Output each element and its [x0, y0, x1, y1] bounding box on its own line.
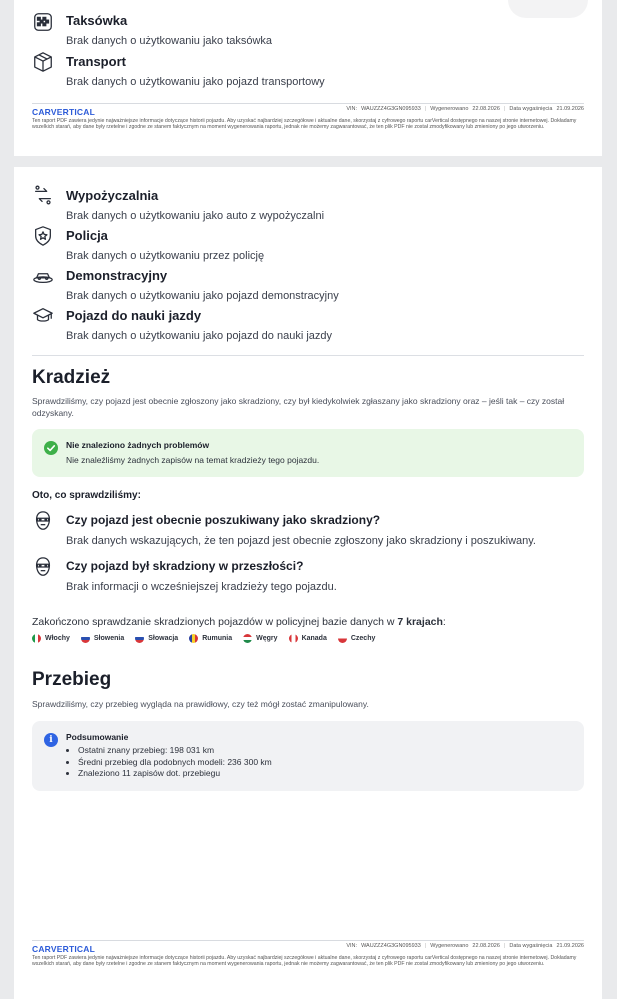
mileage-summary-list [78, 745, 272, 780]
footer-disclaimer: Ten raport PDF zawiera jedynie najważniejsze informacje dotyczące historii pojazdu. Aby uzyskać najbardziej szczegółowe i aktualne dane, skorzystaj z cyfrowego raportu carVertical dostępnego na naszej stronie internetowej. Dokładamy wszelkich starań, aby dane były rzetelne i zgodne ze stanem faktycznym na moment wygenerowania raportu, jednak nie możemy zagwarantować, że ten plik PDF nie został zmodyfikowany lub zmieniony po jego utworzeniu. [32, 118, 577, 131]
country-canada [289, 634, 327, 643]
usage-item-desc: Brak danych o użytkowaniu przez policję [66, 250, 265, 262]
theft-question-title: Czy pojazd jest obecnie poszukiwany jako skradziony? [66, 513, 381, 527]
country-name: Czechy [350, 635, 376, 642]
country-slovenia [81, 634, 124, 643]
usage-item-desc: Brak danych o użytkowaniu jako auto z wypożyczalni [66, 210, 325, 222]
generated-date: 22.08.2026 [472, 943, 500, 949]
footer-meta: VIN: WAUZZZ4G3GN095933 | Wygenerowano 22.08.2026 | Data wygaśnięcia 21.09.2026 [346, 106, 584, 112]
expiry-date: 21.09.2026 [556, 943, 584, 949]
mileage-summary-box [32, 721, 584, 791]
slovenia-flag-icon [81, 634, 90, 643]
info-icon: i [44, 733, 58, 747]
vin-label: VIN: [346, 106, 358, 112]
report-footer [32, 103, 584, 143]
expiry-label: Data wygaśnięcia [509, 106, 553, 112]
thief-mask-icon [32, 510, 54, 532]
usage-item-desc: Brak danych o użytkowaniu jako taksówka [66, 35, 273, 47]
usage-item-desc: Brak danych o użytkowaniu jako pojazd transportowy [66, 76, 325, 88]
checked-heading: Oto, co sprawdziliśmy: [32, 490, 141, 501]
theft-result-title: Nie znaleziono żadnych problemów [66, 440, 210, 450]
page-edge-shadow [508, 0, 588, 18]
usage-item-desc: Brak danych o użytkowaniu jako pojazd demonstracyjny [66, 290, 339, 302]
check-circle-icon [44, 441, 58, 455]
czechia-flag-icon [338, 634, 347, 643]
theft-section-desc: Sprawdziliśmy, czy pojazd jest obecnie zgłoszony jako skradziony, czy był kiedykolwiek zgłaszany jako skradziony oraz – jeśli tak – czy został odzyskany. [32, 396, 565, 418]
country-name: Słowenia [93, 635, 125, 642]
box-icon [32, 51, 54, 73]
theft-result-text: Nie znaleźliśmy żadnych zapisów na temat kradzieży tego pojazdu. [66, 455, 320, 465]
footer-divider [32, 940, 584, 941]
usage-item-desc: Brak danych o użytkowaniu jako pojazd do nauki jazdy [66, 330, 332, 342]
usage-item-title: Transport [66, 54, 126, 69]
romania-flag-icon [189, 634, 198, 643]
country-name: Kanada [301, 635, 327, 642]
mileage-summary-title: Podsumowanie [66, 732, 129, 742]
country-czechia [338, 634, 376, 643]
mileage-section-desc: Sprawdziliśmy, czy przebieg wygląda na prawidłowy, czy też mógł zostać zmanipulowany. [32, 699, 369, 709]
generated-label: Wygenerowano [430, 106, 469, 112]
generated-label: Wygenerowano [430, 943, 469, 949]
report-page-2 [14, 167, 602, 999]
usage-item-title: Taksówka [66, 13, 128, 28]
country-name: Rumunia [202, 635, 233, 642]
footer-divider [32, 103, 584, 104]
carvertical-logo: CARVERTICAL [32, 107, 95, 117]
country-slovakia [135, 634, 178, 643]
theft-question-title: Czy pojazd był skradziony w przeszłości? [66, 559, 304, 573]
country-name: Włochy [45, 635, 70, 642]
carvertical-logo: CARVERTICAL [32, 944, 95, 954]
taxi-icon [32, 11, 54, 33]
country-romania [189, 634, 232, 643]
vin-value: WAUZZZ4G3GN095933 [361, 106, 421, 112]
country-name: Słowacja [148, 635, 179, 642]
country-name: Węgry [256, 635, 278, 642]
countries-suffix: : [442, 616, 446, 628]
canada-flag-icon [289, 634, 298, 643]
theft-result-box [32, 429, 584, 477]
theft-question-desc: Brak informacji o wcześniejszej kradzieży tego pojazdu. [66, 581, 337, 593]
country-hungary [243, 634, 277, 643]
mileage-section-title: Przebieg [32, 669, 112, 690]
expiry-label: Data wygaśnięcia [509, 943, 553, 949]
police-badge-icon [32, 225, 54, 247]
theft-section-title: Kradzież [32, 367, 111, 388]
list-item: • Znaleziono 11 zapisów dot. przebiegu [78, 768, 272, 780]
country-flags [32, 634, 584, 643]
italy-flag-icon [32, 634, 41, 643]
section-divider [32, 355, 584, 356]
graduation-cap-icon [32, 305, 54, 327]
countries-count: 7 krajach [397, 616, 443, 628]
list-item: • Średni przebieg dla podobnych modeli: 236 300 km [78, 757, 272, 769]
report-footer [32, 940, 584, 985]
countries-prefix: Zakończono sprawdzanie skradzionych pojazdów w policyjnej bazie danych w [32, 616, 398, 628]
footer-disclaimer: Ten raport PDF zawiera jedynie najważniejsze informacje dotyczące historii pojazdu. Aby uzyskać najbardziej szczegółowe i aktualne dane, skorzystaj z cyfrowego raportu carVertical dostępnego na naszej stronie internetowej. Dokładamy wszelkich starań, aby dane były rzetelne i zgodne ze stanem faktycznym na moment wygenerowania raportu, jednak nie możemy zagwarantować, że ten plik PDF nie został zmodyfikowany lub zmieniony po jego utworzeniu. [32, 955, 577, 968]
vin-label: VIN: [346, 943, 358, 949]
generated-date: 22.08.2026 [472, 106, 500, 112]
countries-checked-text [32, 616, 446, 628]
vin-value: WAUZZZ4G3GN095933 [361, 943, 421, 949]
usage-item-title: Pojazd do nauki jazdy [66, 308, 202, 323]
usage-item-title: Policja [66, 228, 108, 243]
country-italy [32, 634, 70, 643]
theft-question-desc: Brak danych wskazujących, że ten pojazd jest obecnie zgłoszony jako skradziony i poszukiwany. [66, 535, 536, 547]
list-item: • Ostatni znany przebieg: 198 031 km [78, 745, 272, 757]
usage-item-title: Demonstracyjny [66, 268, 168, 283]
report-page-1 [14, 0, 602, 156]
usage-item-title: Wypożyczalnia [66, 188, 159, 203]
thief-mask-icon [32, 556, 54, 578]
footer-meta: VIN: WAUZZZ4G3GN095933 | Wygenerowano 22.08.2026 | Data wygaśnięcia 21.09.2026 [346, 943, 584, 949]
expiry-date: 21.09.2026 [556, 106, 584, 112]
rental-arrows-icon [32, 184, 54, 206]
car-demo-icon [32, 265, 54, 287]
hungary-flag-icon [243, 634, 252, 643]
slovakia-flag-icon [135, 634, 144, 643]
